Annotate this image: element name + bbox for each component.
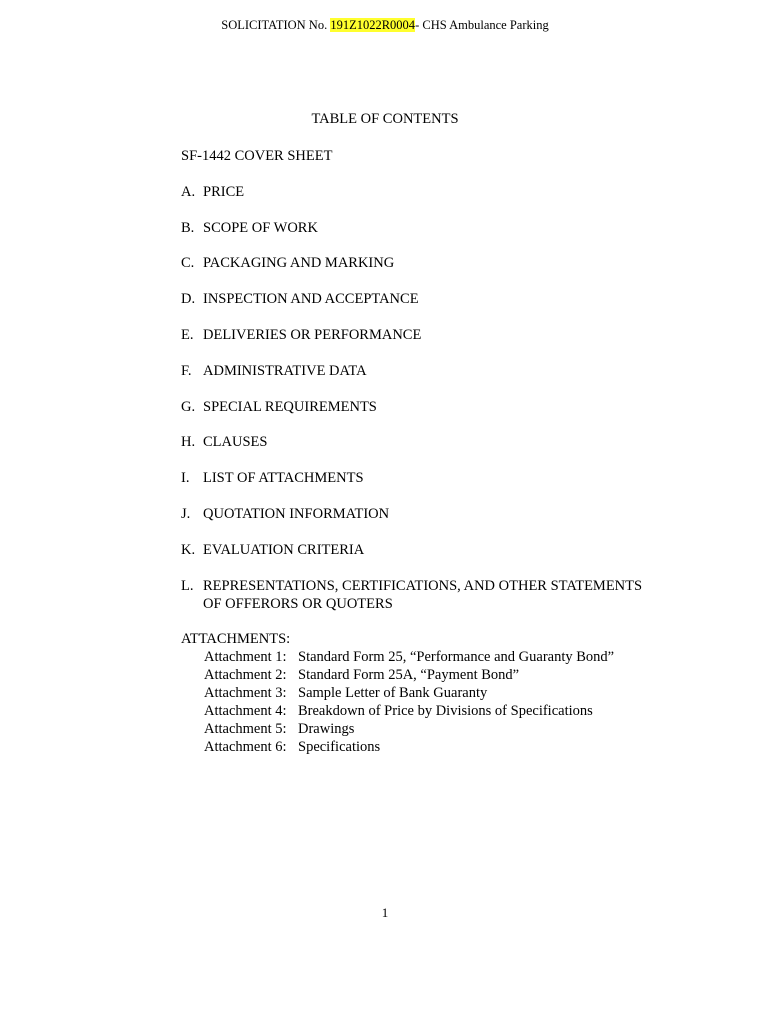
- toc-entry-text: DELIVERIES OR PERFORMANCE: [203, 326, 422, 343]
- attachment-number: Attachment 2:: [204, 666, 287, 683]
- toc-entry-a: [181, 183, 701, 219]
- header-suffix: - CHS Ambulance Parking: [415, 18, 549, 32]
- toc-entry-letter: E.: [181, 326, 194, 343]
- page-number: 1: [381, 905, 389, 920]
- toc-entry-j: [181, 505, 701, 541]
- attachment-title: Specifications: [298, 738, 381, 755]
- toc-entry-h: [181, 433, 701, 469]
- toc-entry-letter: G.: [181, 398, 196, 415]
- attachment-number: Attachment 5:: [204, 720, 287, 737]
- toc-entry-letter: J.: [181, 505, 191, 522]
- toc-title: TABLE OF CONTENTS: [311, 111, 459, 127]
- toc-entry-letter: K.: [181, 541, 196, 558]
- attachment-row: [204, 684, 701, 702]
- toc-entry-text: SCOPE OF WORK: [203, 219, 318, 236]
- toc-entry-text: EVALUATION CRITERIA: [203, 541, 365, 558]
- toc-entry-text: PRICE: [203, 183, 245, 200]
- attachment-number: Attachment 4:: [204, 702, 287, 719]
- page-header: [0, 18, 770, 33]
- toc-entry-i: [181, 469, 701, 505]
- toc-entry-letter: D.: [181, 291, 196, 308]
- toc-entry-text: CLAUSES: [203, 434, 268, 451]
- attachment-title: Sample Letter of Bank Guaranty: [298, 684, 488, 701]
- toc-entry-text: SPECIAL REQUIREMENTS: [203, 398, 377, 415]
- toc-entry-f: [181, 362, 701, 398]
- toc-entry-text: LIST OF ATTACHMENTS: [203, 470, 364, 487]
- attachment-row: [204, 666, 701, 684]
- attachments-list: [204, 648, 701, 756]
- toc-entry-letter: B.: [181, 219, 195, 236]
- toc-entry-letter: I.: [181, 470, 190, 487]
- attachment-number: Attachment 6:: [204, 738, 287, 755]
- toc-entry-cover-sheet: [181, 147, 701, 183]
- attachment-row: [204, 648, 701, 666]
- toc-entry-text: INSPECTION AND ACCEPTANCE: [203, 291, 419, 308]
- toc-entry-text: ADMINISTRATIVE DATA: [203, 362, 367, 379]
- toc-entry-letter: F.: [181, 362, 192, 379]
- attachment-row: [204, 738, 701, 756]
- attachment-number: Attachment 1:: [204, 648, 287, 665]
- toc-entry-d: [181, 290, 701, 326]
- toc-entry-text: PACKAGING AND MARKING: [203, 255, 395, 272]
- toc-entry-text-continued: OF OFFERORS OR QUOTERS: [203, 595, 393, 612]
- toc-entry-letter: A.: [181, 183, 196, 200]
- attachment-title: Breakdown of Price by Divisions of Specifications: [298, 702, 593, 719]
- attachment-title: Standard Form 25, “Performance and Guaranty Bond”: [298, 648, 615, 665]
- solicitation-number-highlight: 191Z1022R0004: [330, 18, 416, 32]
- toc-entry-letter: C.: [181, 255, 195, 272]
- toc-entry-k: [181, 541, 701, 577]
- toc-entry-letter: L.: [181, 577, 194, 594]
- attachment-title: Standard Form 25A, “Payment Bond”: [298, 666, 520, 683]
- toc-entry-c: [181, 254, 701, 290]
- header-prefix: SOLICITATION No.: [221, 18, 331, 32]
- toc-entry-letter: H.: [181, 434, 196, 451]
- toc-entry-l: [181, 577, 701, 613]
- toc-entry-text: QUOTATION INFORMATION: [203, 505, 390, 522]
- attachment-row: [204, 702, 701, 720]
- attachment-row: [204, 720, 701, 738]
- attachment-number: Attachment 3:: [204, 684, 287, 701]
- toc-entry-e: [181, 326, 701, 362]
- toc-entry-b: [181, 219, 701, 255]
- table-of-contents: [181, 147, 701, 756]
- toc-entry-text: REPRESENTATIONS, CERTIFICATIONS, AND OTHER STATEMENTS: [203, 577, 643, 594]
- attachment-title: Drawings: [298, 720, 355, 737]
- toc-entry-text: SF-1442 COVER SHEET: [181, 148, 333, 164]
- toc-entry-g: [181, 398, 701, 434]
- attachments-heading: ATTACHMENTS:: [181, 630, 291, 647]
